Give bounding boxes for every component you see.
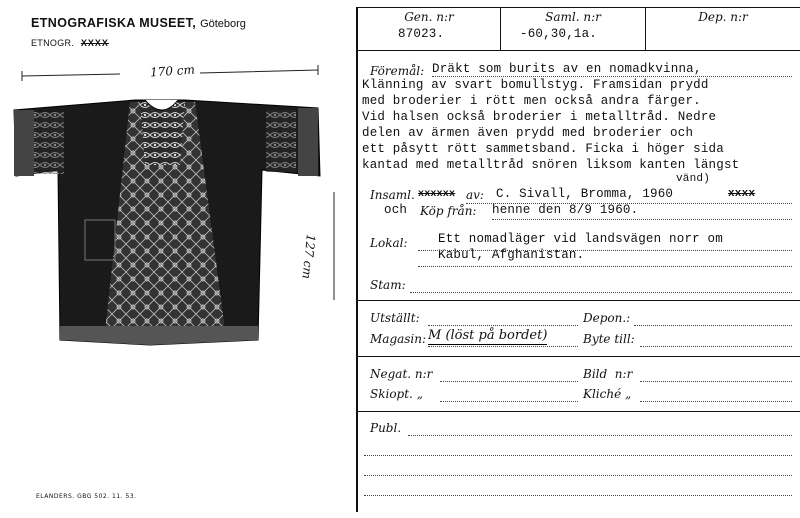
utstallt-dotline [428,325,578,326]
gen-nr-label: Gen. n:r [404,10,454,24]
publ-dotline-1 [408,435,792,436]
negat-dotline [440,381,578,382]
magasin-dotline [428,346,578,347]
foremal-insert: vänd) [676,173,711,185]
bild-label: Bild n:r [583,367,633,381]
insaml-value: C. Sivall, Bromma, 1960 [496,187,674,201]
negat-label: Negat. n:r [370,367,433,381]
depon-dotline [634,325,792,326]
insaml-label: Insaml. [370,188,415,202]
insaml-struck: xxxxxx [418,189,456,200]
height-note: 127 cm [299,233,318,280]
lokal-dotline-1 [418,250,792,251]
museum-title [31,16,246,30]
insaml-trailing-struck: xxxx [728,188,756,200]
section-rule-1 [356,300,800,301]
insaml-av-label: av: [466,188,484,202]
stam-dotline [410,292,792,293]
kliche-label: Kliché „ [583,387,632,401]
foremal-line-7: kantad med metalltråd snören liksom kanten längst [362,158,740,172]
printer-footer: ELANDERS. GBG 502. 11. 53. [36,493,137,500]
saml-nr-value: -60,30,1a. [520,27,598,41]
width-note: 170 cm [149,62,196,80]
lokal-line-2: Kabul, Afghanistan. [438,248,585,262]
publ-label: Publ. [370,421,402,435]
museum-name: ETNOGRAFISKA MUSEET, [31,16,197,30]
foremal-label: Föremål: [370,64,425,78]
publ-dotline-2 [364,455,792,456]
museum-city: Göteborg [200,18,246,30]
bild-dotline [640,381,792,382]
etnogr-line [31,38,109,48]
magasin-label: Magasin: [370,332,427,346]
byte-dotline [640,346,792,347]
publ-dotline-4 [364,495,792,496]
foremal-line-4: Vid halsen också broderier i metalltråd. Nedre [362,110,717,124]
foremal-line-3: med broderier i rött men också andra färger. [362,94,701,108]
och-text: och [384,203,408,217]
dress-photo [0,90,330,350]
etnogr-label: ETNOGR. [31,38,75,48]
publ-dotline-3 [364,475,792,476]
magasin-value: M (löst på bordet) [428,328,548,343]
card-left-border [356,7,358,512]
depon-label: Depon.: [583,311,631,325]
kop-dotline [492,219,792,220]
lokal-label: Lokal: [370,236,408,250]
gen-nr-value: 87023. [398,27,445,41]
foremal-line-6: ett påsytt rött sammetsband. Ficka i höger sida [362,142,724,156]
kop-value: henne den 8/9 1960. [492,203,639,217]
kop-label: Köp från: [420,204,477,218]
utstallt-label: Utställt: [370,311,420,325]
etnogr-struck: XXXX [80,38,109,48]
dep-nr-label: Dep. n:r [698,10,748,24]
lokal-dotline-2 [418,266,792,267]
section-rule-2 [356,356,800,357]
foremal-dotline [432,76,792,77]
lokal-line-1: Ett nomadläger vid landsvägen norr om [438,232,723,246]
skiopt-dotline [440,401,578,402]
section-rule-3 [356,411,800,412]
foremal-line-5: delen av ärmen även prydd med broderier och [362,126,694,140]
skiopt-label: Skiopt. „ [370,387,423,401]
foremal-line-2: Klänning av svart bomullstyg. Framsidan prydd [362,78,709,92]
card-top-border [356,7,800,8]
foremal-line-1: Dräkt som burits av en nomadkvinna, [432,62,702,76]
byte-label: Byte till: [583,332,635,346]
kliche-dotline [640,401,792,402]
stam-label: Stam: [370,278,406,292]
header-bottom-rule [356,50,800,51]
saml-nr-label: Saml. n:r [545,10,601,24]
